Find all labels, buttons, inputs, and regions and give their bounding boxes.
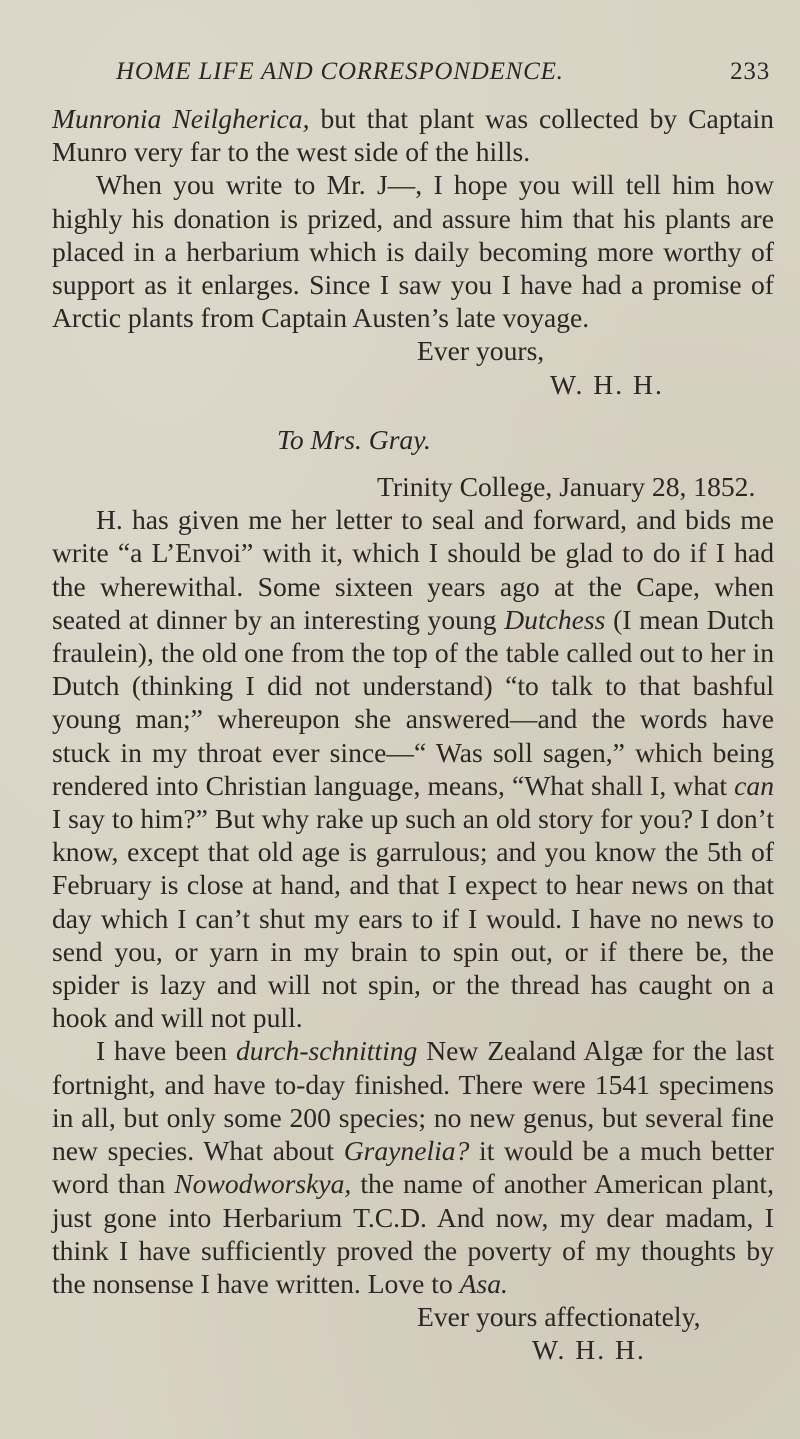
letter1-paragraph-2: When you write to Mr. J—, I hope you will tell him how highly his donation is prized, and assure him that his plants are placed in a herbarium which is daily becoming more worthy of support as it enlarges. Since I saw you I have had a promise of Arctic plants from Captain Austen’s late voyage. <box>52 169 774 334</box>
running-head-title: HOME LIFE AND CORRESPONDENCE. <box>116 58 564 85</box>
letter2-p1-text-a: H. has given me her letter to seal and forward, and bids me write “a L’Envoi” with it, which I should be glad to do if I had the wherewithal. Some sixteen years ago at the Cape, when seated at dinner by an interesting young <box>52 504 774 635</box>
italic-asa: Asa. <box>459 1267 508 1299</box>
italic-dutchess: Dutchess <box>504 603 606 635</box>
letter1-paragraph-1-text: but that plant was collected by Captain Munro very far to the west side of the hills. <box>52 103 774 168</box>
italic-can: can <box>734 769 774 801</box>
italic-durch-schnitting: durch-schnitting <box>235 1035 418 1067</box>
letter2-paragraph-1 <box>52 503 774 1034</box>
letter2-dateline: Trinity College, January 28, 1852. <box>377 471 756 503</box>
letter1-signature: W. H. H. <box>550 368 664 400</box>
letter2-p2-text-c: it would be a much better word than <box>52 1135 774 1200</box>
italic-graynelia: Graynelia? <box>343 1135 470 1167</box>
letter2-p2-text-d: the name of another American plant, just gone into Herbarium T.C.D. And now, my dear madam, I think I have sufficiently proved the poverty of my thoughts by the nonsense I have written. Love to <box>52 1168 774 1299</box>
letter2-p1-text-c: I say to him?” But why rake up such an old story for you? I don’t know, except that old age is garrulous; and you know the 5th of February is close at hand, and that I expect to hear news on that day which I can’t shut my ears to if I would. I have no news to send you, or yarn in my brain to spin out, or if there be, the spider is lazy and will not spin, or the thread has caught on a hook and will not pull. <box>52 803 774 1034</box>
letter2-p1-text-b: (I mean Dutch fraulein), the old one from the top of the table called out to her in Dutch (thinking I did not understand) “to talk to that bashful young man;” whereupon she answered—and the words have stuck in my throat ever since—“ Was soll sagen,” which being rendered into Christian language, means, “What shall I, what <box>52 603 774 801</box>
letter2-addressee: To Mrs. Gray. <box>277 423 431 455</box>
letter2-closing: Ever yours affectionately, <box>417 1301 701 1333</box>
letter2-p2-text-b: New Zealand Algæ for the last fortnight, and have to-day finished. There were 1541 specimens in all, but only some 200 species; no new genus, but several fine new species. What about <box>52 1035 774 1167</box>
page-number: 233 <box>730 58 770 85</box>
letter1-closing: Ever yours, <box>417 335 545 367</box>
letter2-p2-text-a: I have been <box>96 1035 236 1067</box>
letter2-paragraph-2 <box>52 1034 774 1300</box>
plant-name-munronia: Munronia Neilgherica, <box>52 103 310 134</box>
letter2-signature: W. H. H. <box>532 1334 646 1366</box>
running-head <box>52 58 774 102</box>
letter1-paragraph-1 <box>52 102 774 168</box>
italic-nowodworskya: Nowodworskya, <box>174 1168 352 1200</box>
